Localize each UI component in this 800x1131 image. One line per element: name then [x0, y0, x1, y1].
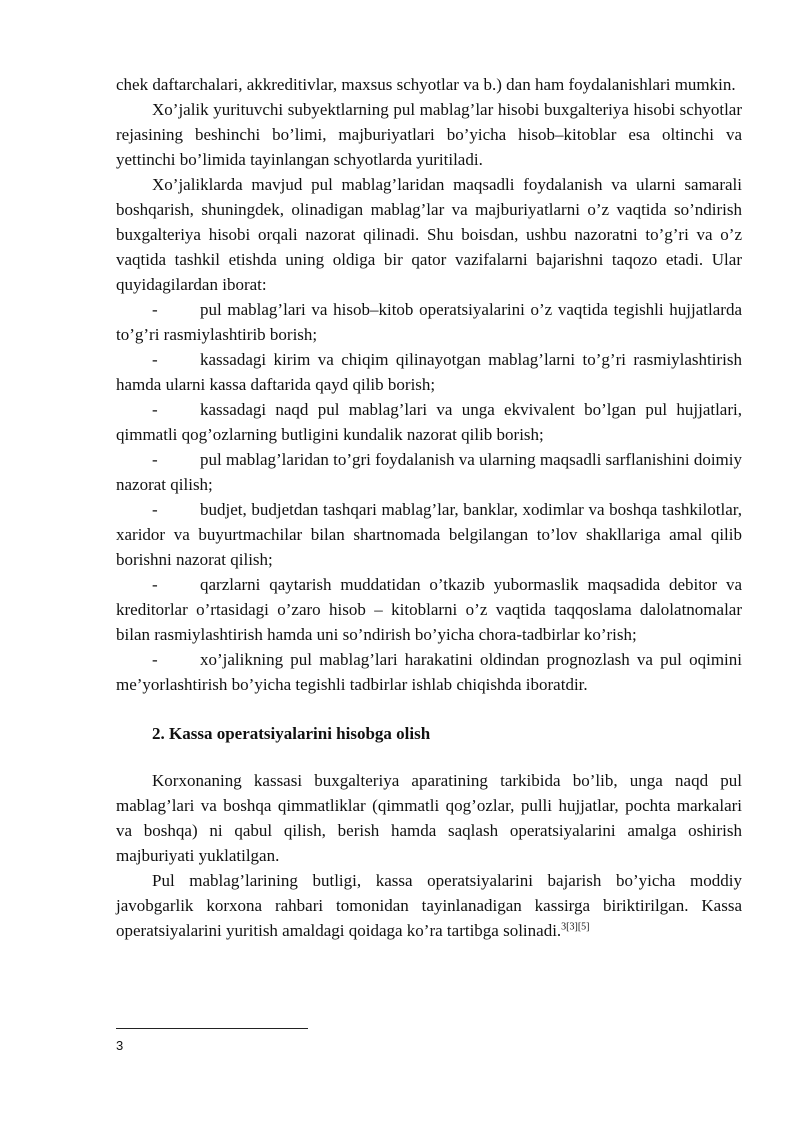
document-body	[116, 72, 742, 943]
reference-superscript[interactable]: 3[3][5]	[561, 921, 590, 933]
list-item	[116, 297, 742, 347]
list-item	[116, 447, 742, 497]
paragraph-text: Pul mablag’larining butligi, kassa operatsiyalarini bajarish bo’yicha moddiy javobgarlik korxona rahbari tomonidan tayinlanadigan kassirga biriktirilgan. Kassa operatsiyalarini yuritish amaldagi qoidaga ko’ra tartibga solinadi.	[116, 871, 742, 940]
bullet-dash: -	[152, 500, 158, 519]
bullet-dash: -	[152, 300, 158, 319]
list-item-text: xo’jalikning pul mablag’lari harakatini oldindan prognozlash va pul oqimini me’yorlashtirish bo’yicha tegishli tadbirlar ishlab chiqishda iboratdir.	[116, 650, 742, 694]
opening-paragraph: chek daftarchalari, akkreditivlar, maxsus schyotlar va b.) dan ham foydalanishlari mumkin.	[116, 75, 736, 94]
section-heading: 2. Kassa operatsiyalarini hisobga olish	[152, 724, 431, 743]
paragraph-control-tasks: Xo’jaliklarda mavjud pul mablag’laridan maqsadli foydalanish va ularni samarali boshqarish, shuningdek, olinadigan mablag’lar va majburiyatlarni o’z vaqtida so’ndirish buxgalteriya hisobi orqali nazorat qilinadi. Shu boisdan, ushbu nazoratni to’g’ri va o’z vaqtida tashkil etishda uning oldiga bir qator vazifalarni bajarishni taqozo etadi. Ular quyidagilardan iborat:	[116, 175, 742, 294]
bullet-dash: -	[152, 400, 158, 419]
list-item	[116, 572, 742, 647]
list-item-text: pul mablag’laridan to’gri foydalanish va ularning maqsadli sarflanishini doimiy nazorat qilish;	[116, 450, 742, 494]
list-item	[116, 397, 742, 447]
list-item-text: qarzlarni qaytarish muddatidan o’tkazib yubormaslik maqsadida debitor va kreditorlar o’rtasidagi o’zaro hisob – kitoblarni o’z vaqtida taqqoslama dalolatnomalar bilan rasmiylashtirish hamda uni so’ndirish bo’yicha chora-tadbirlar ko’rish;	[116, 575, 742, 644]
list-item	[116, 497, 742, 572]
list-item-text: budjet, budjetdan tashqari mablag’lar, banklar, xodimlar va boshqa tashkilotlar, xaridor va buyurtmachilar bilan shartnomada belgilangan to’lov shakllariga amal qilib borishni nazorat qilish;	[116, 500, 742, 569]
bullet-dash: -	[152, 450, 158, 469]
list-item-text: kassadagi naqd pul mablag’lari va unga ekvivalent bo’lgan pul hujjatlari, qimmatli qog’ozlarning butligini kundalik nazorat qilib borish;	[116, 400, 742, 444]
paragraph-accounts-plan: Xo’jalik yurituvchi subyektlarning pul mablag’lar hisobi buxgalteriya hisobi schyotlar rejasining beshinchi bo’limi, majburiyatlari bo’yicha hisob–kitoblar esa oltinchi va yettinchi bo’limida tayinlangan schyotlarda yuritiladi.	[116, 100, 742, 169]
paragraph-cash-desk: Korxonaning kassasi buxgalteriya aparatining tarkibida bo’lib, unga naqd pul mablag’lari va boshqa qimmatliklar (qimmatli qog’ozlar, pulli hujjatlar, pochta markalari va boshqa) ni qabul qilish, berish hamda saqlash operatsiyalarini amalga oshirish majburiyati yuklatilgan.	[116, 771, 742, 865]
bullet-dash: -	[152, 575, 158, 594]
list-item-text: kassadagi kirim va chiqim qilinayotgan mablag’larni to’g’ri rasmiylashtirish hamda ularni kassa daftarida qayd qilib borish;	[116, 350, 742, 394]
bullet-dash: -	[152, 650, 158, 669]
footnote-separator	[116, 1028, 308, 1029]
footnote-number: 3	[116, 1038, 124, 1053]
list-item	[116, 647, 742, 697]
paragraph-cashier-responsibility	[116, 868, 742, 943]
list-item	[116, 347, 742, 397]
bullet-dash: -	[152, 350, 158, 369]
list-item-text: pul mablag’lari va hisob–kitob operatsiyalarini o’z vaqtida tegishli hujjatlarda to’g’ri rasmiylashtirib borish;	[116, 300, 742, 344]
